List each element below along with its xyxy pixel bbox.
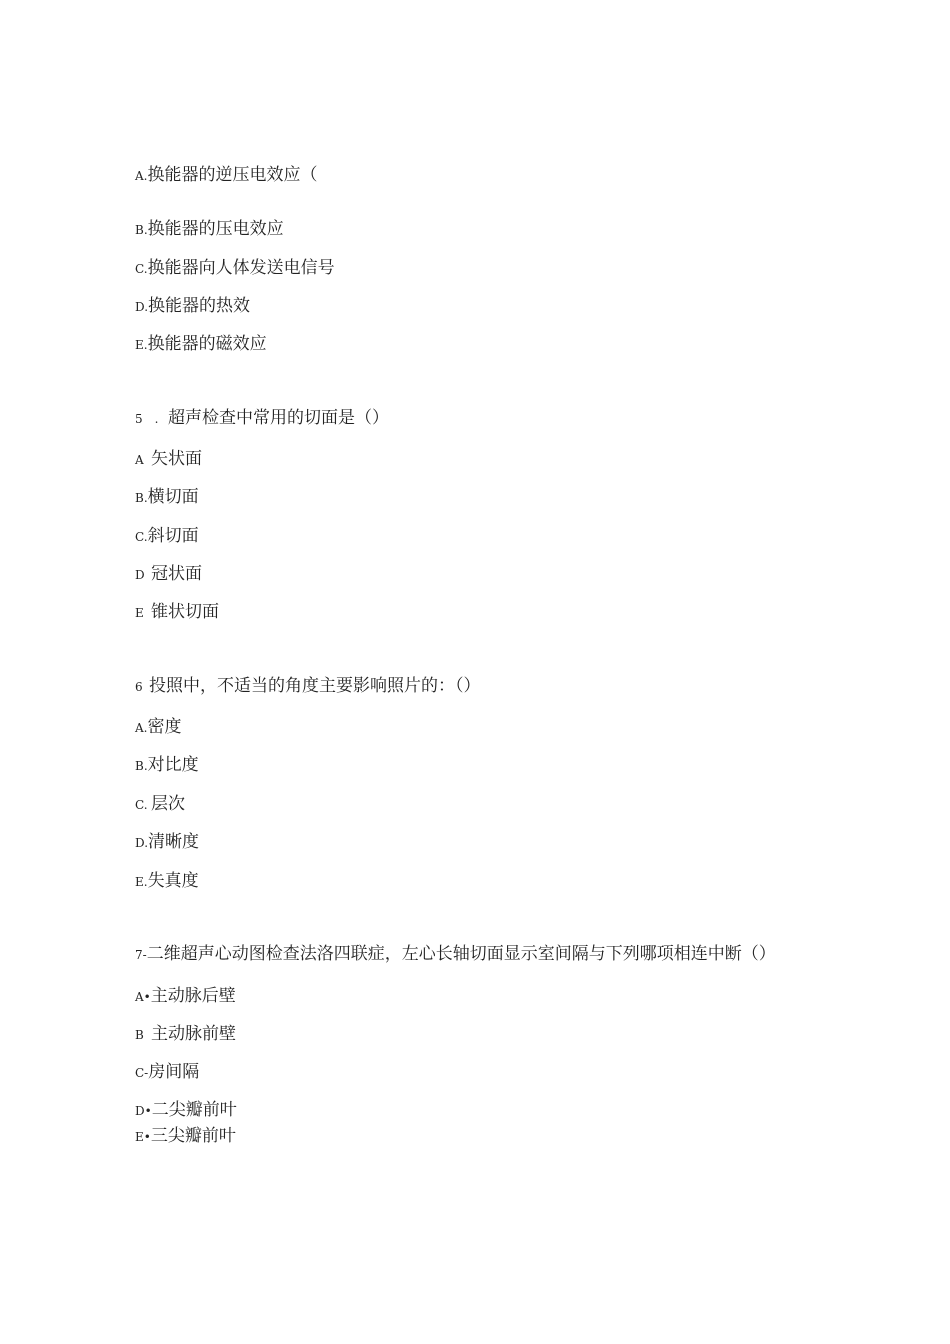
q6-option-d: [135, 832, 199, 853]
q7-option-c: [135, 1062, 199, 1083]
q6-option-c: [135, 794, 185, 815]
option-text: 锥状切面: [151, 602, 219, 622]
q4-option-b: [135, 219, 284, 240]
q6-option-a: [135, 717, 181, 738]
q7-option-e: [135, 1126, 236, 1147]
option-text: 失真度: [147, 871, 199, 891]
option-prefix: B: [135, 1028, 144, 1042]
q4-option-a: [135, 165, 317, 186]
q5-option-a: [135, 449, 202, 470]
option-text: 换能器向人体发送电信号: [147, 258, 335, 278]
option-text: 房间隔: [148, 1062, 200, 1082]
question-text: 二维超声心动图检查法洛四联症，左心长轴切面显示室间隔与下列哪项相连中断（）: [146, 944, 776, 964]
option-prefix: C.: [135, 798, 148, 812]
option-text: 换能器的逆压电效应（: [147, 165, 318, 185]
q4-option-d: [135, 296, 250, 317]
option-prefix: A.: [135, 169, 148, 183]
option-text: 二尖瓣前叶: [151, 1100, 237, 1120]
q5-option-d: [135, 564, 202, 585]
q7-option-b: [135, 1024, 236, 1045]
q7-option-d: [135, 1100, 237, 1121]
option-prefix: C.: [135, 530, 148, 544]
q5-stem: [135, 408, 389, 429]
q5-option-c: [135, 526, 199, 547]
q6-stem: [135, 676, 481, 697]
option-text: 换能器的磁效应: [147, 334, 267, 354]
question-number: 6: [135, 680, 143, 694]
option-text: 冠状面: [151, 564, 202, 584]
option-prefix: B.: [135, 759, 148, 773]
option-text: 换能器的压电效应: [147, 219, 284, 239]
option-text: 斜切面: [147, 526, 199, 546]
q5-option-b: [135, 487, 199, 508]
q7-stem: [135, 944, 776, 965]
option-text: 三尖瓣前叶: [150, 1126, 236, 1146]
q4-option-c: [135, 258, 335, 279]
q7-option-a: [135, 986, 236, 1007]
q6-option-e: [135, 871, 199, 892]
q6-option-b: [135, 755, 199, 776]
option-prefix: D.: [135, 300, 149, 314]
option-prefix: E: [135, 606, 144, 620]
option-prefix: E.: [135, 875, 148, 889]
option-prefix: C-: [135, 1066, 149, 1080]
option-text: 密度: [147, 717, 182, 737]
q4-option-e: [135, 334, 267, 355]
option-text: 主动脉前壁: [151, 1024, 236, 1044]
option-prefix: D.: [135, 836, 149, 850]
option-prefix: D: [135, 568, 145, 582]
option-prefix: E.: [135, 338, 148, 352]
question-text: 超声检查中常用的切面是（）: [168, 408, 389, 428]
option-text: 层次: [151, 794, 185, 814]
option-prefix: E•: [135, 1130, 151, 1144]
option-text: 矢状面: [151, 449, 202, 469]
question-number: 7-: [135, 948, 147, 962]
option-prefix: B.: [135, 223, 148, 237]
q5-option-e: [135, 602, 219, 623]
option-text: 横切面: [147, 487, 199, 507]
question-text: 投照中，不适当的角度主要影响照片的：（）: [149, 676, 481, 696]
option-prefix: D•: [135, 1104, 152, 1118]
option-text: 主动脉后壁: [150, 986, 236, 1006]
option-prefix: A.: [135, 721, 148, 735]
option-prefix: B.: [135, 491, 148, 505]
question-number: 5 .: [135, 412, 159, 426]
option-text: 清晰度: [148, 832, 200, 852]
option-text: 换能器的热效: [148, 296, 251, 316]
option-prefix: A•: [135, 990, 151, 1004]
option-text: 对比度: [147, 755, 199, 775]
option-prefix: C.: [135, 262, 148, 276]
option-prefix: A: [135, 453, 144, 467]
